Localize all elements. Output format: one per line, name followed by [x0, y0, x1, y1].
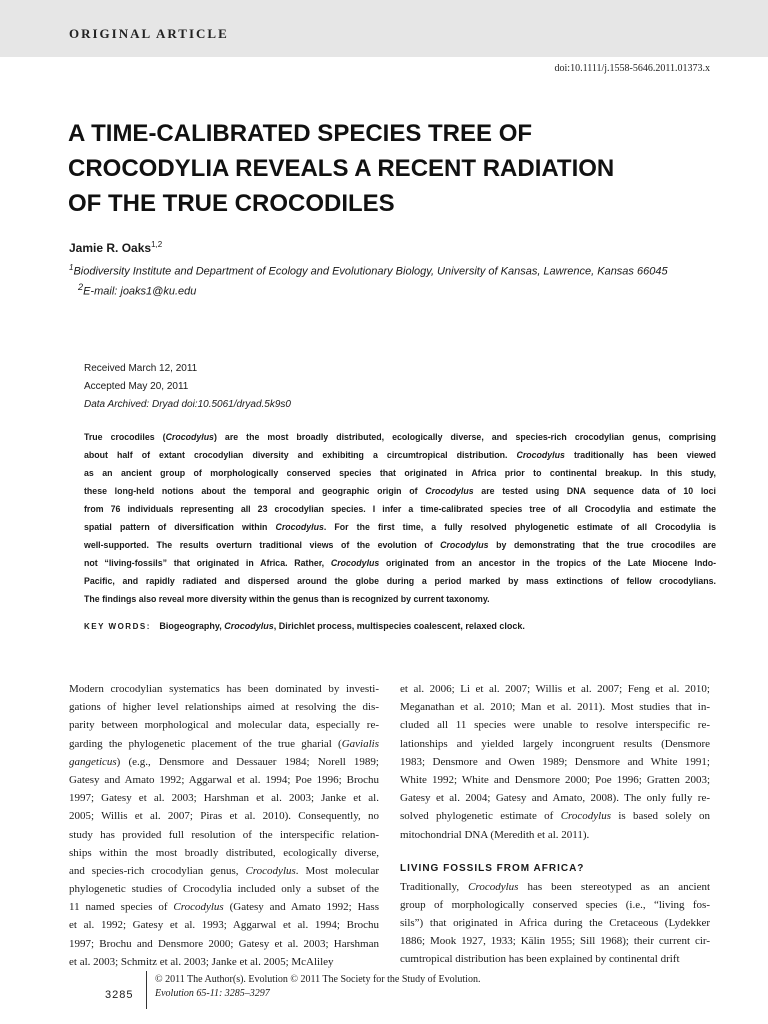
italic-term: Crocodylus [245, 864, 296, 877]
line-text: originated from an ancestor in the tropics of the Late Miocene Indo- [379, 558, 716, 568]
line-text: is based solely on [611, 810, 710, 823]
abstract [84, 428, 716, 608]
line-text: True crocodiles ( [84, 432, 166, 442]
line-text: et al. 2006; Li et al. 2007; Willis et al. 2007; Feng et al. 2010; [400, 683, 710, 695]
line-text: about half of extant crocodylian diversity and exhibiting a circumtropical distribution. [84, 450, 517, 460]
body-line [69, 826, 379, 844]
line-text: not “living-fossils” that originated in Africa. Rather, [84, 558, 331, 568]
body-line [400, 771, 710, 789]
body-line [400, 896, 710, 914]
body-line [400, 807, 710, 825]
line-text: 1997; Brochu and Densmore 2000; Gatesy et al. 2003; Harshman [69, 937, 379, 950]
line-text: (Gatesy and Amato 1992; Hass [223, 901, 379, 914]
body-column-right [400, 680, 710, 969]
line-text: phylogenetic studies of Crocodylia included only a subset of the [69, 883, 379, 896]
body-line [400, 878, 710, 896]
body-line [69, 953, 379, 971]
line-text: these long-held notions about the temporal and geographic origin of [84, 486, 426, 496]
italic-term: Gavialis [341, 737, 379, 750]
line-text: solved phylogenetic estimate of [400, 810, 561, 823]
line-text: parity between morphological and molecular data, especially re- [69, 719, 379, 732]
body-line [400, 735, 710, 753]
doi-text: doi:10.1111/j.1558-5646.2011.01373.x [554, 63, 710, 74]
line-text: et al. 1992; Gatesy et al. 1993; Aggarwal et al. 1994; Brochu [69, 919, 379, 932]
keywords-italic: Crocodylus [224, 621, 274, 631]
page-number: 3285 [105, 989, 134, 1001]
body-paragraph [400, 878, 710, 969]
line-text: ships within the most broadly distributed, ecologically diverse, [69, 846, 379, 859]
italic-term: Crocodylus [425, 486, 474, 496]
line-text: ) are the most broadly distributed, ecologically diverse, and species-rich crocodylian genus, comprising [213, 432, 716, 442]
line-text: and species-rich crocodylian genus, [69, 864, 246, 877]
italic-term: Crocodylus [560, 810, 611, 823]
italic-term: Crocodylus [468, 880, 519, 893]
line-text: ) (e.g., Densmore and Dessauer 1984; Norell 1989; [116, 755, 379, 768]
line-text: from 76 individuals representing all 23 crocodylian species. I infer a time-calibrated species tree of all Crocodylia and estimate the [84, 504, 716, 514]
line-text: Pacific, and rapidly radiated and dispersed around the globe during a period marked by mass extinctions of fellow crocodylians. [84, 576, 716, 586]
line-text: are tested using DNA sequence data of 10 loci [473, 486, 716, 496]
body-line [69, 771, 379, 789]
body-line [400, 716, 710, 734]
affiliation-marker: 1 [69, 263, 74, 272]
line-text: The findings also reveal more diversity within the genus than is recognized by current taxonomy. [84, 594, 490, 604]
italic-term: Crocodylus [516, 450, 565, 460]
line-text: by demonstrating that the true crocodiles are [488, 540, 716, 550]
body-line [400, 932, 710, 950]
author-name-text: Jamie R. Oaks [69, 241, 152, 255]
italic-term: Crocodylus [330, 558, 380, 568]
journal-citation: Evolution 65-11: 3285–3297 [155, 988, 270, 999]
line-text: Modern crocodylian systematics has been dominated by investi- [69, 683, 379, 695]
keywords-text: Biogeography, [159, 621, 225, 631]
body-line [400, 753, 710, 771]
body-line [69, 807, 379, 825]
line-text: spatial pattern of diversification within [84, 522, 276, 532]
body-line [69, 753, 379, 771]
body-line [69, 789, 379, 807]
line-text: has been stereotyped as an ancient [518, 880, 711, 893]
data-archived: Data Archived: Dryad doi:10.5061/dryad.5k9s0 [84, 399, 291, 410]
line-text: White 1992; White and Densmore 2000; Poe 1996; Gratten 2003; [400, 773, 710, 786]
italic-term: Crocodylus [440, 540, 489, 550]
keywords [84, 621, 525, 631]
body-line [400, 826, 710, 844]
body-line [69, 844, 379, 862]
accepted-date: Accepted May 20, 2011 [84, 381, 189, 392]
abstract-line [84, 428, 716, 446]
affiliation-text: Biodiversity Institute and Department of Ecology and Evolutionary Biology, University of Kansas, Lawrence, Kansas 66045 [73, 265, 668, 278]
article-title [68, 116, 728, 221]
italic-term: Crocodylus [165, 432, 214, 442]
body-line [400, 950, 710, 968]
line-text: cluded all 11 species were unable to resolve interspecific re- [400, 719, 710, 732]
body-line [400, 680, 710, 698]
author-name [69, 240, 162, 255]
abstract-line [84, 500, 716, 518]
article-type-banner [0, 0, 768, 57]
footer-divider [146, 971, 147, 1009]
body-line [69, 716, 379, 734]
line-text: study has provided full resolution of the interspecific relation- [69, 828, 379, 841]
body-line [69, 880, 379, 898]
line-text: 1886; Mook 1927, 1933; Kälin 1955; Sill 1968); their current cir- [400, 935, 710, 948]
abstract-line [84, 590, 716, 608]
abstract-line [84, 446, 716, 464]
email-text: E-mail: joaks1@ku.edu [83, 285, 197, 298]
author-email [78, 282, 196, 298]
received-date: Received March 12, 2011 [84, 363, 198, 374]
abstract-line [84, 464, 716, 482]
italic-term: Crocodylus [173, 901, 224, 914]
copyright-line: © 2011 The Author(s). Evolution © 2011 The Society for the Study of Evolution. [155, 974, 481, 985]
abstract-line [84, 482, 716, 500]
body-column-left [69, 680, 379, 971]
keywords-text-rest: , Dirichlet process, multispecies coalescent, relaxed clock. [273, 621, 525, 631]
affiliation [69, 263, 668, 278]
line-text: Traditionally, [400, 880, 469, 893]
body-line [69, 898, 379, 916]
email-marker: 2 [78, 282, 84, 292]
line-text: . For the first time, a fully resolved phylogenetic estimate of all Crocodylia is [323, 522, 716, 532]
body-line [69, 862, 379, 880]
line-text: well-supported. The results overturn traditional views of the evolution of [84, 540, 441, 550]
line-text: gations of higher level relationships aimed at resolving the dis- [69, 701, 379, 714]
title-line: CROCODYLIA REVEALS A RECENT RADIATION [68, 155, 615, 182]
line-text: . Most molecular [295, 864, 379, 877]
line-text: lationships and yielded largely incongruent results (Densmore [400, 737, 710, 750]
line-text: as an ancient group of morphologically conserved species that originated in Africa prior to continental breakup. In this study, [84, 468, 716, 478]
title-line: A TIME-CALIBRATED SPECIES TREE OF [68, 120, 533, 147]
body-line [69, 735, 379, 753]
body-line [400, 789, 710, 807]
line-text: cumtropical distribution has been explained by continental drift [400, 953, 680, 966]
line-text: mitochondrial DNA (Meredith et al. 2011). [400, 828, 590, 841]
author-superscript: 1,2 [151, 240, 163, 249]
body-paragraph [400, 680, 710, 844]
body-line [69, 935, 379, 953]
line-text: sils”) that originated in Africa during the Cretaceous (Lydekker [400, 917, 710, 930]
italic-term: gangeticus [69, 755, 117, 768]
abstract-line [84, 572, 716, 590]
line-text: group of morphologically conserved species (i.e., “living fos- [400, 898, 710, 911]
keywords-label: KEY WORDS: [84, 622, 151, 631]
abstract-line [84, 536, 716, 554]
line-text: Gatesy et al. 2004; Gatesy and Amato, 2008). The only fully re- [400, 792, 710, 805]
body-line [69, 698, 379, 716]
line-text: 1983; Densmore and Owen 1989; Densmore and White 1991; [400, 755, 710, 768]
section-heading: LIVING FOSSILS FROM AFRICA? [400, 862, 585, 874]
title-line: OF THE TRUE CROCODILES [68, 190, 395, 217]
line-text: 11 named species of [69, 901, 174, 914]
article-type-label: ORIGINAL ARTICLE [69, 26, 229, 41]
line-text: garding the phylogenetic placement of the true gharial ( [69, 737, 342, 750]
line-text: 2005; Willis et al. 2007; Piras et al. 2010). Consequently, no [69, 810, 379, 823]
line-text: Meganathan et al. 2010; Man et al. 2011). Most studies that in- [400, 701, 710, 714]
body-line [400, 698, 710, 716]
body-line [400, 914, 710, 932]
body-line [69, 916, 379, 934]
body-line [69, 680, 379, 698]
line-text: 1997; Gatesy et al. 2003; Harshman et al. 2003; Janke et al. [69, 792, 379, 805]
line-text: Gatesy and Amato 1992; Aggarwal et al. 1994; Poe 1996; Brochu [69, 773, 379, 786]
line-text: traditionally has been viewed [564, 450, 716, 460]
abstract-line [84, 518, 716, 536]
italic-term: Crocodylus [275, 522, 324, 532]
article-dates [84, 360, 291, 414]
line-text: et al. 2003; Schmitz et al. 2003; Janke et al. 2005; McAliley [69, 955, 334, 968]
abstract-line [84, 554, 716, 572]
